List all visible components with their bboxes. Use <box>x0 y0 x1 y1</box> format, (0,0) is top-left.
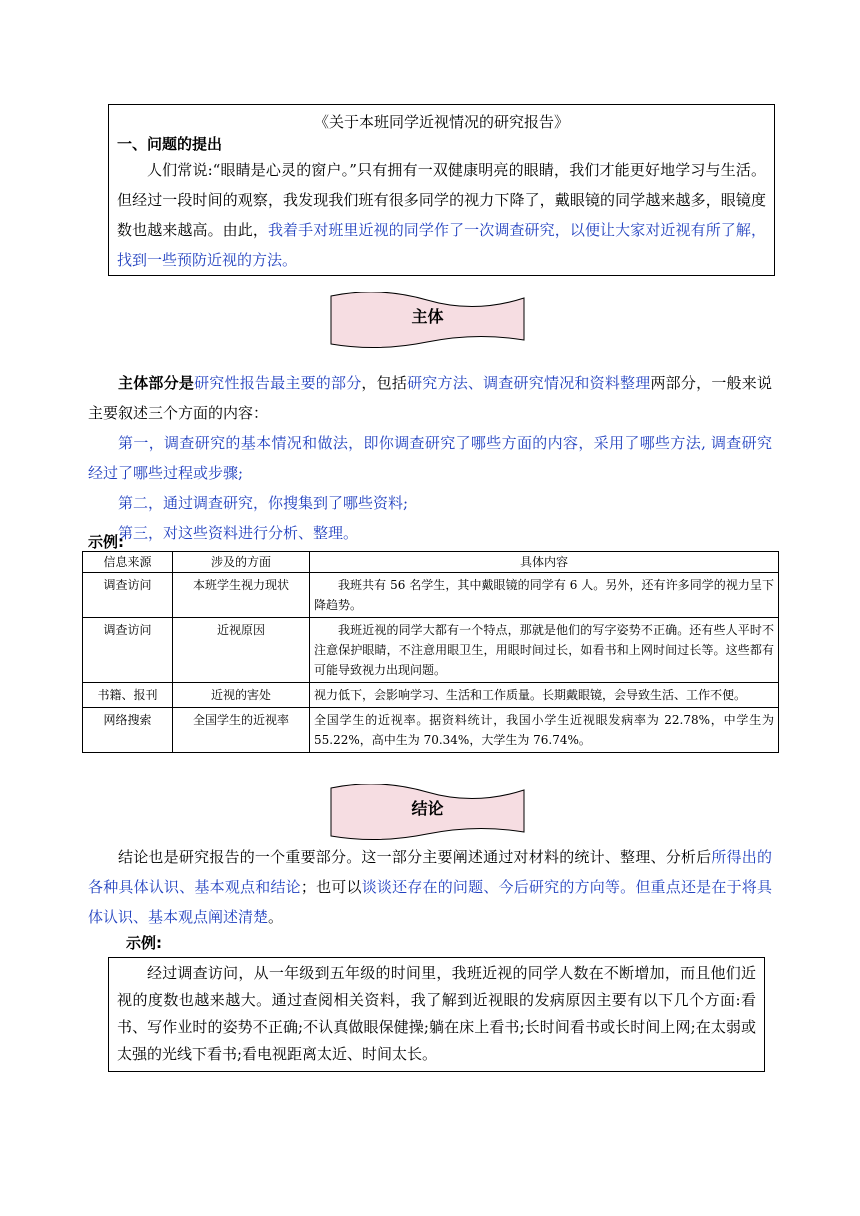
header-aspect: 涉及的方面 <box>173 552 310 573</box>
main-section <box>88 368 772 548</box>
intro-text: 人们常说:“眼睛是心灵的窗户。”只有拥有一双健康明亮的眼睛，我们才能更好地学习与生活。但经过一段时间的观察，我发现我们班有很多同学的视力下降了，戴眼镜的同学越来越多，眼镜度数也越来越高。由此， <box>117 161 766 239</box>
conclusion-highlight-1: 所得出的各种具体认识、基本观点和结论 <box>88 848 772 896</box>
cell-aspect: 本班学生视力现状 <box>173 573 310 618</box>
main-text-2: 两部分，一般来说主要叙述三个方面的内容： <box>88 374 772 422</box>
conclusion-text-3: 。 <box>268 908 284 926</box>
banner-conclusion <box>330 784 525 842</box>
table-row <box>83 618 779 683</box>
cell-source: 书籍、报刊 <box>83 683 173 708</box>
conclusion-text-2: ；也可以 <box>300 878 362 896</box>
intro-paragraph <box>117 155 766 275</box>
example-label-2: 示例: <box>126 934 162 952</box>
cell-content: 我班共有 56 名学生，其中戴眼镜的同学有 6 人。另外，还有许多同学的视力呈下降趋势。 <box>310 573 779 618</box>
header-content: 具体内容 <box>310 552 779 573</box>
cell-source: 调查访问 <box>83 618 173 683</box>
report-title: 《关于本班同学近视情况的研究报告》 <box>313 113 569 131</box>
conclusion-section <box>88 842 772 932</box>
banner-main-label: 主体 <box>411 307 444 326</box>
example-label-1: 示例: <box>88 533 124 551</box>
table-row <box>83 573 779 618</box>
conclusion-text-1: 结论也是研究报告的一个重要部分。这一部分主要阐述通过对材料的统计、整理、分析后 <box>118 848 712 866</box>
example-paragraph: 经过调查访问，从一年级到五年级的时间里，我班近视的同学人数在不断增加，而且他们近视的度数也越来越大。通过查阅相关资料，我了解到近视眼的发病原因主要有以下几个方面:看书、写作业时的姿势不正确;不认真做眼保健操;躺在床上看书;长时间看书或长时间上网;在太弱或太强的光线下看书;看电视距离太近、时间太长。 <box>117 964 756 1063</box>
cell-aspect: 全国学生的近视率 <box>173 708 310 753</box>
main-point-2: 第二，通过调查研究，你搜集到了哪些资料; <box>118 494 409 512</box>
example-box <box>108 957 765 1072</box>
section-heading: 一、问题的提出 <box>117 135 223 153</box>
cell-source: 调查访问 <box>83 573 173 618</box>
conclusion-highlight-2: 谈谈还存在的问题、今后研究的方向等。但重点还是在于将具体认识、基本观点阐述清楚 <box>88 878 772 926</box>
info-table <box>82 551 779 753</box>
header-source: 信息来源 <box>83 552 173 573</box>
cell-aspect: 近视原因 <box>173 618 310 683</box>
table-header-row <box>83 552 779 573</box>
table-row <box>83 708 779 753</box>
main-paragraph-1 <box>88 368 772 428</box>
main-point-1: 第一，调查研究的基本情况和做法，即你调查研究了哪些方面的内容，采用了哪些方法, 调查研究经过了哪些过程或步骤; <box>88 434 772 482</box>
cell-source: 网络搜索 <box>83 708 173 753</box>
main-highlight-2: 研究方法、调查研究情况和资料整理 <box>407 374 651 392</box>
cell-aspect: 近视的害处 <box>173 683 310 708</box>
main-lead: 主体部分是 <box>118 374 195 392</box>
banner-main <box>330 292 525 350</box>
table-row <box>83 683 779 708</box>
cell-content: 全国学生的近视率。据资料统计，我国小学生近视眼发病率为 22.78%，中学生为 55.22%，高中生为 70.34%，大学生为 76.74%。 <box>310 708 779 753</box>
cell-content: 我班近视的同学大都有一个特点，那就是他们的写字姿势不正确。还有些人平时不注意保护眼睛，不注意用眼卫生，用眼时间过长，如看书和上网时间过长等。这些都有可能导致视力出现问题。 <box>310 618 779 683</box>
conclusion-paragraph <box>88 842 772 932</box>
main-text-1: ，包括 <box>361 374 408 392</box>
main-point-3: 第三，对这些资料进行分析、整理。 <box>118 524 359 542</box>
cell-content: 视力低下，会影响学习、生活和工作质量。长期戴眼镜，会导致生活、工作不便。 <box>310 683 779 708</box>
intro-highlight: 我着手对班里近视的同学作了一次调查研究，以便让大家对近视有所了解，找到一些预防近视的方法。 <box>117 221 766 269</box>
intro-box <box>108 104 775 276</box>
main-highlight-1: 研究性报告最主要的部分 <box>194 374 362 392</box>
banner-conclusion-label: 结论 <box>411 799 444 818</box>
